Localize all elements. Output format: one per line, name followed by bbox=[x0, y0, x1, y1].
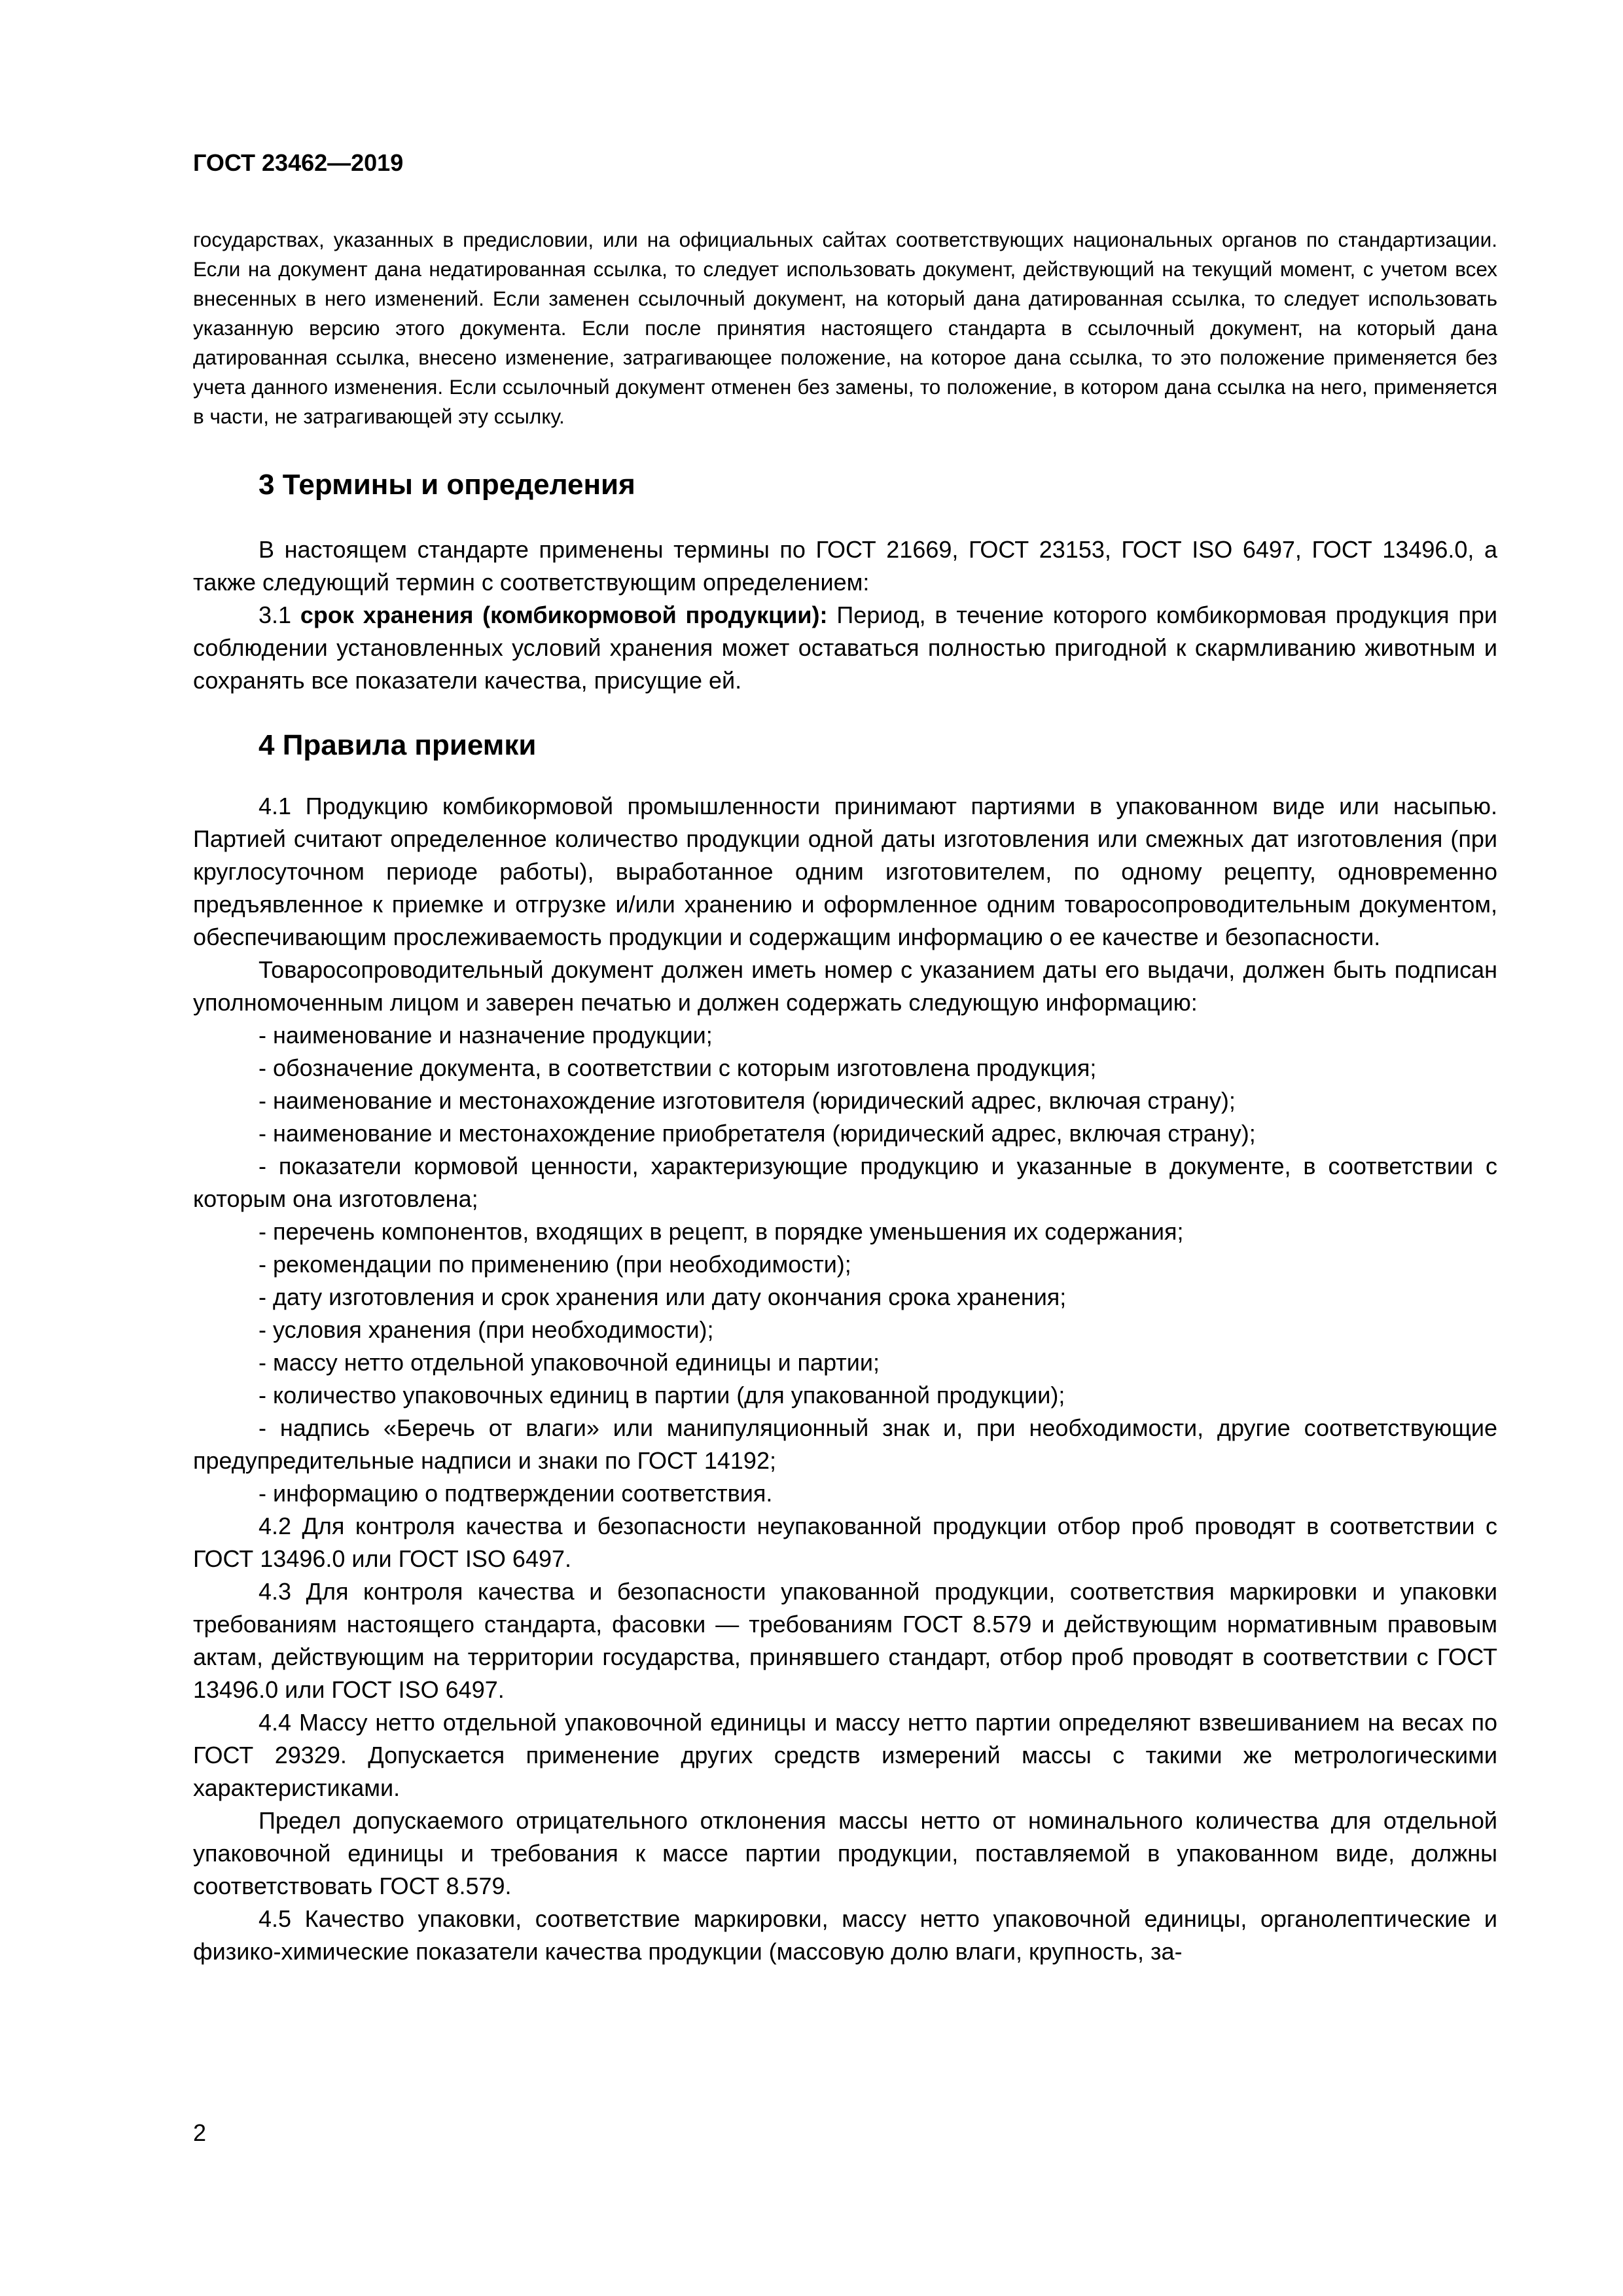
list-item: - количество упаковочных единиц в партии (для упакованной продукции); bbox=[259, 1382, 1065, 1408]
list-item: - массу нетто отдельной упаковочной единицы и партии; bbox=[259, 1349, 880, 1376]
section-3-intro: В настоящем стандарте применены термины по ГОСТ 21669, ГОСТ 23153, ГОСТ ISO 6497, ГОСТ 13496.0, а также следующий термин с соответствующим определением: bbox=[193, 536, 1497, 596]
list-item: - перечень компонентов, входящих в рецепт, в порядке уменьшения их содержания; bbox=[259, 1218, 1184, 1245]
section-3-heading: 3 Термины и определения bbox=[259, 469, 635, 501]
paragraph-4-4: 4.4 Массу нетто отдельной упаковочной единицы и массу нетто партии определяют взвешиванием на весах по ГОСТ 29329. Допускается применение других средств измерений массы с такими же метрологическими характеристиками. bbox=[193, 1709, 1497, 1801]
term-definition-3-1 bbox=[193, 599, 1497, 697]
paragraph-mass-limit: Предел допускаемого отрицательного отклонения массы нетто от номинального количества для отдельной упаковочной единицы и требования к массе партии продукции, поставляемой в упакованном виде, должны соответствовать ГОСТ 8.579. bbox=[193, 1807, 1497, 1899]
list-item: - наименование и местонахождение изготовителя (юридический адрес, включая страну); bbox=[259, 1087, 1236, 1114]
list-item: - информацию о подтверждении соответствия. bbox=[259, 1480, 773, 1507]
list-item: - дату изготовления и срок хранения или дату окончания срока хранения; bbox=[259, 1283, 1067, 1310]
term-number: 3.1 bbox=[259, 601, 292, 628]
list-item: - надпись «Беречь от влаги» или манипуляционный знак и, при необходимости, другие соответствующие предупредительные надписи и знаки по ГОСТ 14192; bbox=[193, 1414, 1497, 1474]
document-header: ГОСТ 23462—2019 bbox=[193, 149, 404, 176]
paragraph-4-3: 4.3 Для контроля качества и безопасности упакованной продукции, соответствия маркировки и упаковки требованиям настоящего стандарта, фасовки — требованиям ГОСТ 8.579 и действующим нормативным правовым актам, действующим на территории государства, принявшего стандарт, отбор проб проводят в соответствии с ГОСТ 13496.0 или ГОСТ ISO 6497. bbox=[193, 1578, 1497, 1703]
list-item: - рекомендации по применению (при необходимости); bbox=[259, 1251, 851, 1278]
paragraph-shipping-document: Товаросопроводительный документ должен иметь номер с указанием даты его выдачи, должен быть подписан уполномоченным лицом и заверен печатью и должен содержать следующую информацию: bbox=[193, 956, 1497, 1016]
list-item: - условия хранения (при необходимости); bbox=[259, 1316, 714, 1343]
term-name: срок хранения (комбикормовой продукции): bbox=[300, 601, 828, 628]
list-item: - показатели кормовой ценности, характеризующие продукцию и указанные в документе, в соответствии с которым она изготовлена; bbox=[193, 1153, 1497, 1212]
paragraph-4-2: 4.2 Для контроля качества и безопасности неупакованной продукции отбор проб проводят в соответствии с ГОСТ 13496.0 или ГОСТ ISO 6497. bbox=[193, 1513, 1497, 1572]
page-number: 2 bbox=[193, 2119, 207, 2146]
page-content bbox=[193, 225, 1497, 1968]
term-definition-text: Период, в течение которого комбикормовая продукция при соблюдении установленных условий хранения может оставаться полностью пригодной к скармливанию животным и сохранять все показатели качества, присущие ей. bbox=[193, 601, 1497, 694]
section-4-heading: 4 Правила приемки bbox=[259, 729, 537, 761]
paragraph-4-1: 4.1 Продукцию комбикормовой промышленности принимают партиями в упакованном виде или насыпью. Партией считают определенное количество продукции одной даты изготовления или смежных дат изготовления (при круглосуточном периоде работы), выработанное одним изготовителем, по одному рецепту, одновременно предъявленное к приемке и отгрузке и/или хранению и оформленное одним товаросопроводительным документом, обеспечивающим прослеживаемость продукции и содержащим информацию о ее качестве и безопасности. bbox=[193, 793, 1497, 950]
list-item: - наименование и назначение продукции; bbox=[259, 1022, 713, 1049]
list-item: - обозначение документа, в соответствии с которым изготовлена продукция; bbox=[259, 1054, 1097, 1081]
paragraph-4-5: 4.5 Качество упаковки, соответствие маркировки, массу нетто упаковочной единицы, органолептические и физико-химические показатели качества продукции (массовую долю влаги, крупность, за- bbox=[193, 1905, 1497, 1965]
intro-paragraph: государствах, указанных в предисловии, или на официальных сайтах соответствующих национальных органов по стандартизации. Если на документ дана недатированная ссылка, то следует использовать документ, действующий на текущий момент, с учетом всех внесенных в него изменений. Если заменен ссылочный документ, на который дана датированная ссылка, то следует использовать указанную версию этого документа. Если после принятия настоящего стандарта в ссылочный документ, на который дана датированная ссылка, внесено изменение, затрагивающее положение, на которое дана ссылка, то это положение применяется без учета данного изменения. Если ссылочный документ отменен без замены, то положение, в котором дана ссылка на него, применяется в части, не затрагивающей эту ссылку. bbox=[193, 228, 1497, 428]
document-requirements-list bbox=[193, 1019, 1497, 1510]
list-item: - наименование и местонахождение приобретателя (юридический адрес, включая страну); bbox=[259, 1120, 1256, 1147]
